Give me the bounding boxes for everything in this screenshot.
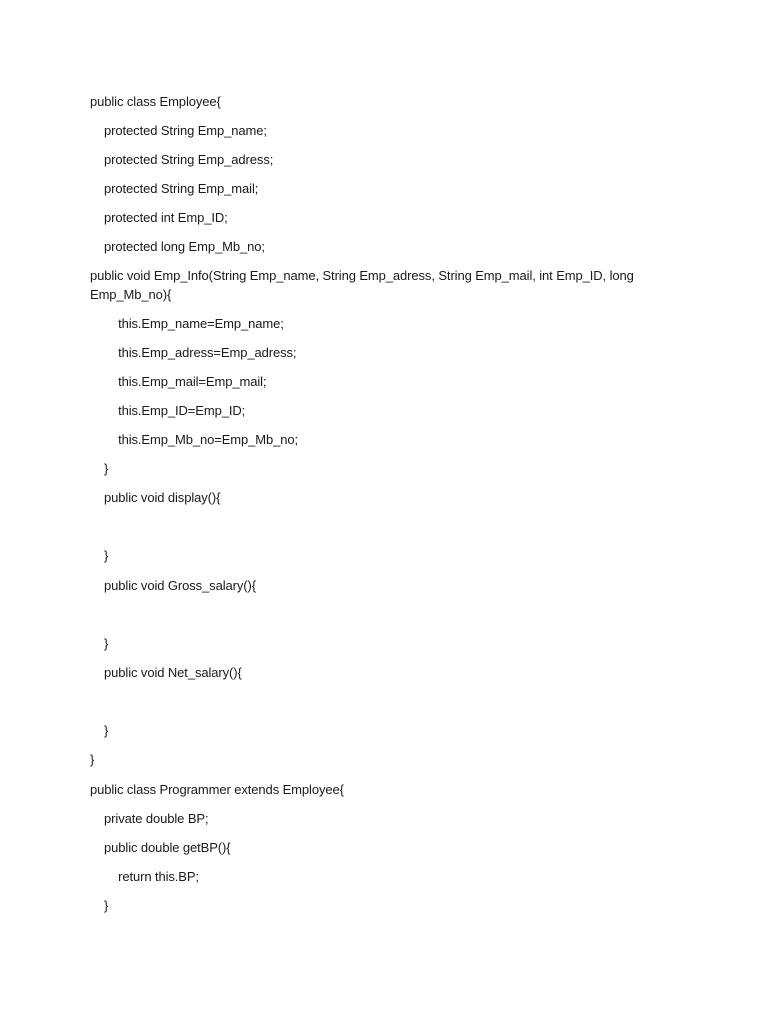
code-line-close-gross-salary: } xyxy=(90,636,109,651)
code-line-emp-info-method: public void Emp_Info(String Emp_name, String Emp_adress, String Emp_mail, int Emp_ID, long Emp_Mb_no){ xyxy=(90,268,634,302)
code-line-class-programmer: public class Programmer extends Employee{ xyxy=(90,782,344,797)
code-line-getbp-method: public double getBP(){ xyxy=(90,840,231,855)
code-line-close-getbp: } xyxy=(90,898,109,913)
code-line-bp-field: private double BP; xyxy=(90,811,209,826)
code-line-assign-emp-mail: this.Emp_mail=Emp_mail; xyxy=(90,374,267,389)
code-line-emp-mail-field: protected String Emp_mail; xyxy=(90,181,259,196)
code-line-emp-name-field: protected String Emp_name; xyxy=(90,123,267,138)
code-line-class-employee: public class Employee{ xyxy=(90,94,221,109)
code-line-close-employee-class: } xyxy=(90,752,95,767)
code-line-close-net-salary: } xyxy=(90,723,109,738)
code-line-assign-emp-name: this.Emp_name=Emp_name; xyxy=(90,316,284,331)
code-line-emp-mb-no-field: protected long Emp_Mb_no; xyxy=(90,239,265,254)
code-line-assign-emp-adress: this.Emp_adress=Emp_adress; xyxy=(90,345,297,360)
code-line-assign-emp-mb-no: this.Emp_Mb_no=Emp_Mb_no; xyxy=(90,432,299,447)
code-line-gross-salary-method: public void Gross_salary(){ xyxy=(90,578,256,593)
code-line-close-display: } xyxy=(90,548,109,563)
code-line-return-bp: return this.BP; xyxy=(90,869,199,884)
code-line-emp-adress-field: protected String Emp_adress; xyxy=(90,152,274,167)
code-line-close-emp-info: } xyxy=(90,461,109,476)
code-line-emp-id-field: protected int Emp_ID; xyxy=(90,210,228,225)
code-line-display-method: public void display(){ xyxy=(90,490,221,505)
code-line-assign-emp-id: this.Emp_ID=Emp_ID; xyxy=(90,403,246,418)
code-line-net-salary-method: public void Net_salary(){ xyxy=(90,665,242,680)
